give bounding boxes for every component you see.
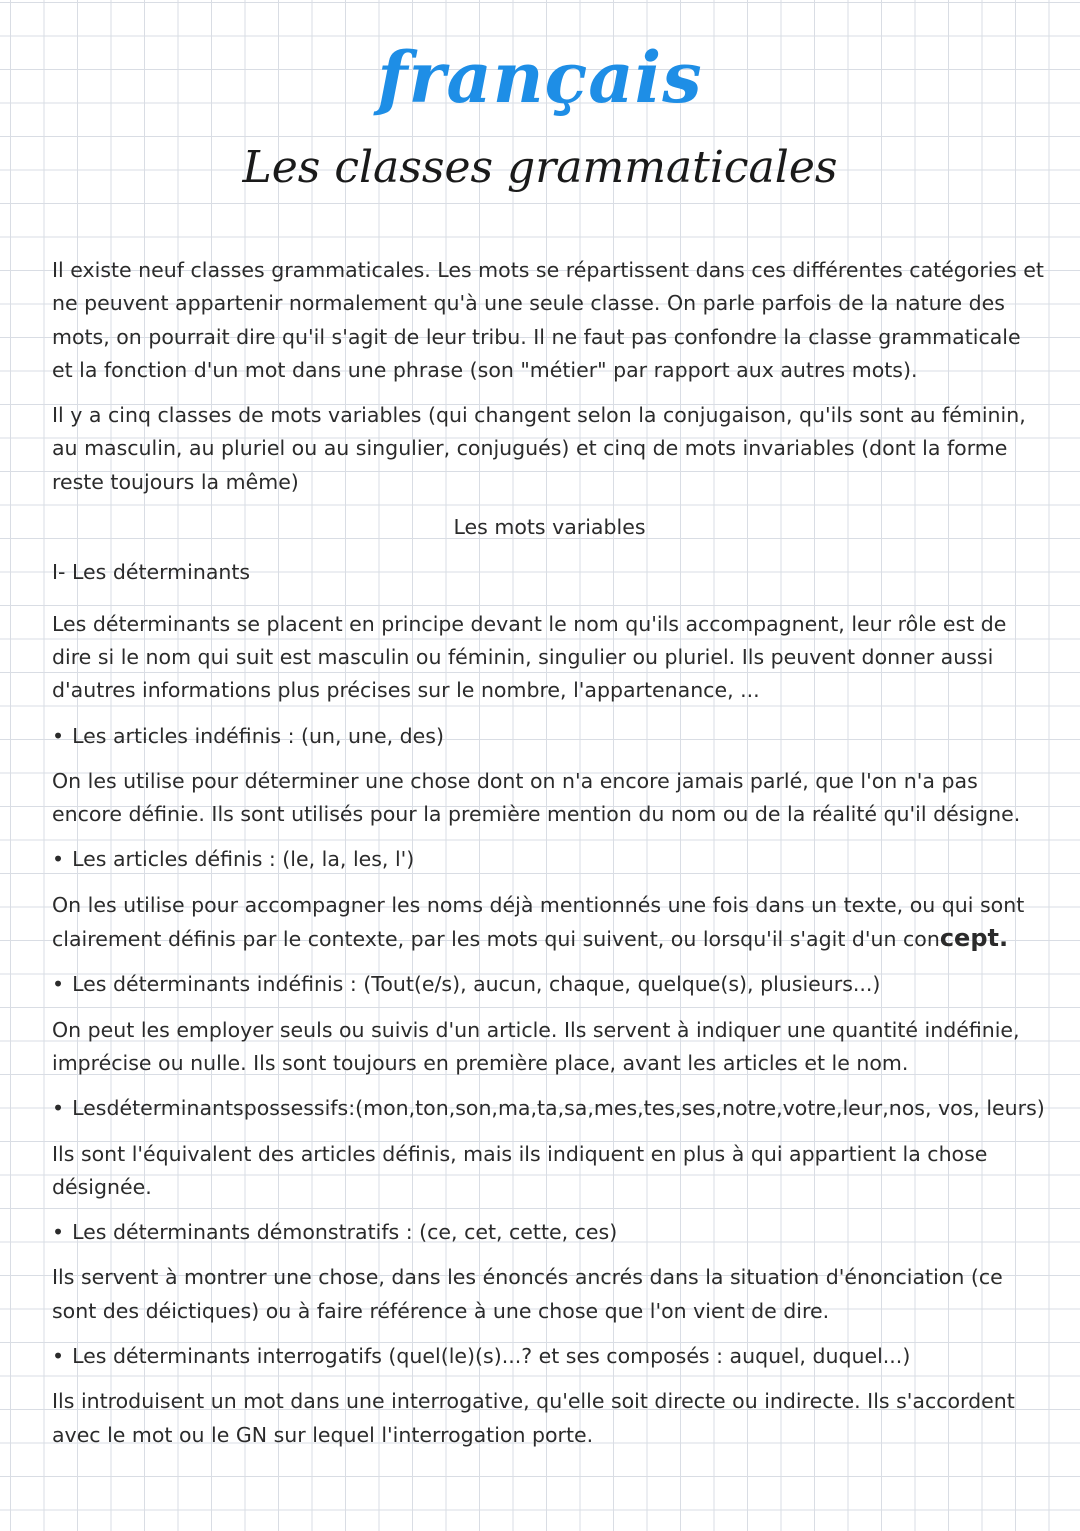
item-title: • Les articles indéfinis : (un, une, des) [52,720,1047,753]
list-item [52,843,1047,956]
subject-title: français [377,36,703,119]
list-item [52,720,1047,832]
item-text-end: cept. [939,924,1009,953]
item-title: • Les déterminants démonstratifs : (ce, cet, cette, ces) [52,1216,1047,1249]
page-title: Les classes grammaticales [242,142,838,193]
item-text-main: On les utilise pour accompagner les noms déjà mentionnés une fois dans un texte, ou qui sont clairement définis par le contexte, par les mots qui suivent, ou lorsqu'il s'agit d'un con [52,892,1025,952]
item-text: Ils sont l'équivalent des articles définis, mais ils indiquent en plus à qui appartient la chose désignée. [52,1141,988,1199]
item-text: On peut les employer seuls ou suivis d'un article. Ils servent à indiquer une quantité indéfinie, imprécise ou nulle. Ils sont toujours en première place, avant les articles et le nom. [52,1017,1020,1075]
item-title: • Les déterminants interrogatifs (quel(le)(s)...? et ses composés : auquel, duquel...) [52,1340,1047,1373]
item-title: • Les déterminants indéfinis : (Tout(e/s), aucun, chaque, quelque(s), plusieurs...) [52,968,1047,1001]
list-item [52,1216,1047,1328]
item-text: Ils introduisent un mot dans une interrogative, qu'elle soit directe ou indirecte. Ils s'accordent avec le mot ou le GN sur lequel l'interrogation porte. [52,1389,1015,1447]
section-heading: I- Les déterminants [52,560,251,585]
list-item [52,1340,1047,1452]
item-text: Ils servent à montrer une chose, dans les énoncés ancrés dans la situation d'énonciation (ce sont des déictiques) ou à faire référence à une chose que l'on vient de dire. [52,1265,1003,1323]
section-intro: Les déterminants se placent en principe devant le nom qu'ils accompagnent, leur rôle est de dire si le nom qui suit est masculin ou féminin, singulier ou pluriel. Ils peuvent donner aussi d'autres informations plus précises sur le nombre, l'appartenance, ... [52,611,1007,703]
section-label: Les mots variables [453,515,646,540]
list-item [52,968,1047,1080]
item-title: • Lesdéterminantspossessifs:(mon,ton,son,ma,ta,sa,mes,tes,ses,notre,votre,leur,nos, vos, leurs) [52,1092,1047,1125]
list-item [52,1092,1047,1204]
notes-body [52,254,1047,1464]
item-title: • Les articles définis : (le, la, les, l') [52,843,1047,876]
item-text: On les utilise pour déterminer une chose dont on n'a encore jamais parlé, que l'on n'a pas encore définie. Ils sont utilisés pour la première mention du nom ou de la réalité qu'il désigne. [52,768,1021,827]
intro-paragraph-1: Il existe neuf classes grammaticales. Les mots se répartissent dans ces différentes catégories et ne peuvent appartenir normalement qu'à une seule classe. On parle parfois de la nature des mots, on pourrait dire qu'il s'agit de leur tribu. Il ne faut pas confondre la classe grammaticale et la fonction d'un mot dans une phrase (son "métier" par rapport aux autres mots). [52,258,1044,382]
intro-paragraph-2: Il y a cinq classes de mots variables (qui changent selon la conjugaison, qu'ils sont au féminin, au masculin, au pluriel ou au singulier, conjugués) et cinq de mots invariables (dont la forme reste toujours la même) [52,403,1026,494]
item-text [52,889,1047,957]
